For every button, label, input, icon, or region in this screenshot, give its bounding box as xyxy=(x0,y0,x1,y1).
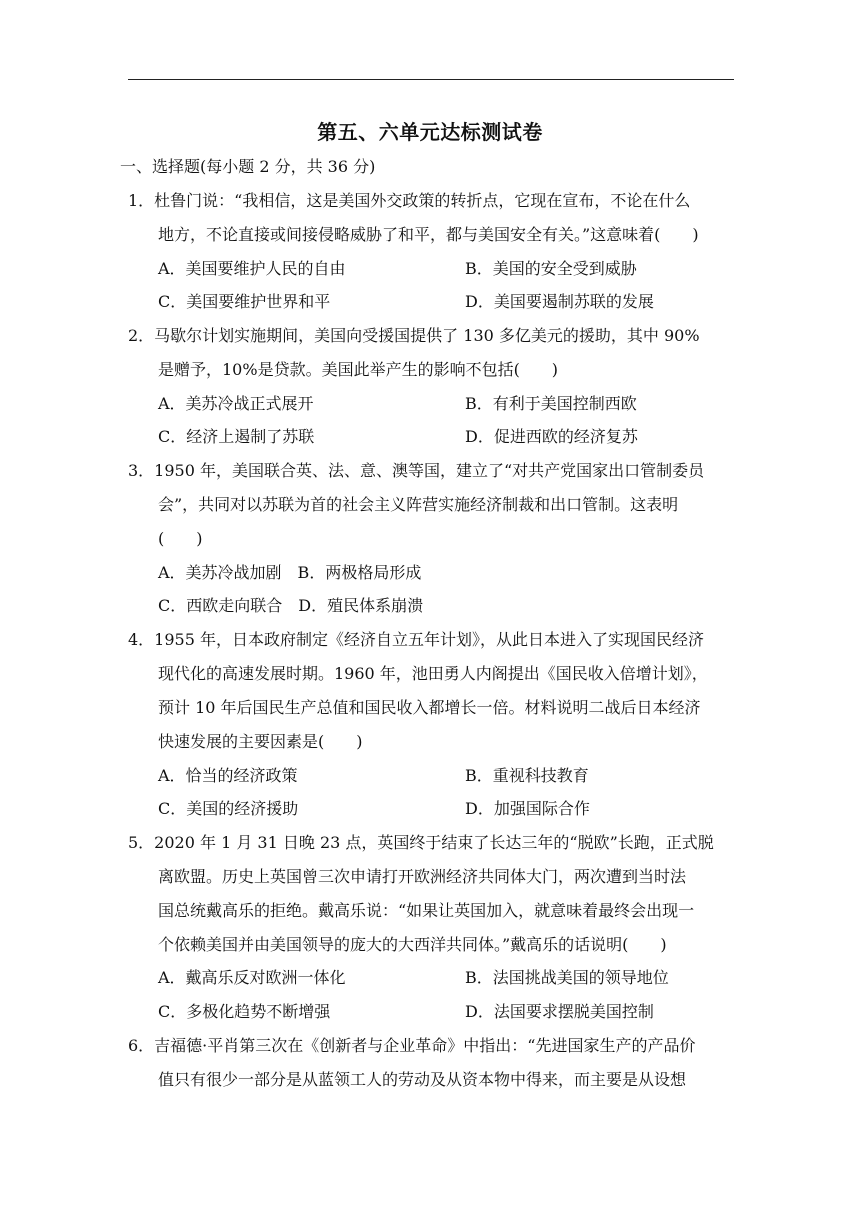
question-1-option-a: A．美国要维护人民的自由 xyxy=(158,259,346,278)
header-rule xyxy=(128,79,734,80)
question-3-line-1: 3．1950 年，美国联合英、法、意、澳等国，建立了“对共产党国家出口管制委员 xyxy=(128,461,705,480)
question-6-line-2: 值只有很少一部分是从蓝领工人的劳动及从资本物中得来，而主要是从设想 xyxy=(158,1070,687,1089)
question-3-options-row-2: C．西欧走向联合 D．殖民体系崩溃 xyxy=(158,596,424,615)
question-4-line-1: 4．1955 年，日本政府制定《经济自立五年计划》，从此日本进入了实现国民经济 xyxy=(128,630,704,649)
question-1-option-d: D．美国要遏制苏联的发展 xyxy=(465,292,654,311)
question-4-line-2: 现代化的高速发展时期。1960 年，池田勇人内阁提出《国民收入倍增计划》， xyxy=(158,664,708,683)
question-2-option-b: B．有利于美国控制西欧 xyxy=(465,394,637,413)
section-heading: 一、选择题(每小题 2 分，共 36 分) xyxy=(120,157,376,176)
question-1-line-1: 1．杜鲁门说：“我相信，这是美国外交政策的转折点，它现在宣布，不论在什么 xyxy=(128,191,691,210)
question-4-line-4: 快速发展的主要因素是( ) xyxy=(158,732,363,751)
question-5-option-d: D．法国要求摆脱美国控制 xyxy=(465,1002,654,1021)
question-4-option-c: C．美国的经济援助 xyxy=(158,799,299,818)
question-3-line-2: 会”，共同对以苏联为首的社会主义阵营实施经济制裁和出口管制。这表明 xyxy=(158,495,679,514)
question-5-line-1: 5．2020 年 1 月 31 日晚 23 点，英国终于结束了长达三年的“脱欧”长跑，正式脱 xyxy=(128,833,714,852)
question-4-option-b: B．重视科技教育 xyxy=(465,766,589,785)
question-5-option-b: B．法国挑战美国的领导地位 xyxy=(465,968,669,987)
question-2-option-d: D．促进西欧的经济复苏 xyxy=(465,427,638,446)
question-2-option-a: A．美苏冷战正式展开 xyxy=(158,394,314,413)
question-5-line-4: 个依赖美国并由美国领导的庞大的大西洋共同体。”戴高乐的话说明( ) xyxy=(158,935,667,954)
question-4-option-a: A．恰当的经济政策 xyxy=(158,766,298,785)
question-5-option-c: C．多极化趋势不断增强 xyxy=(158,1002,331,1021)
question-6-line-1: 6．吉福德·平肖第三次在《创新者与企业革命》中指出：“先进国家生产的产品价 xyxy=(128,1036,696,1055)
question-1-option-c: C．美国要维护世界和平 xyxy=(158,292,331,311)
question-2-line-2: 是赠予，10%是贷款。美国此举产生的影响不包括( ) xyxy=(158,360,559,379)
question-1-option-b: B．美国的安全受到威胁 xyxy=(465,259,637,278)
page-title: 第五、六单元达标测试卷 xyxy=(317,120,543,144)
question-3-line-3: ( ) xyxy=(158,529,203,548)
question-2-option-c: C．经济上遏制了苏联 xyxy=(158,427,315,446)
question-3-options-row-1: A．美苏冷战加剧 B．两极格局形成 xyxy=(158,563,422,582)
question-4-option-d: D．加强国际合作 xyxy=(465,799,590,818)
question-2-line-1: 2．马歇尔计划实施期间，美国向受援国提供了 130 多亿美元的援助，其中 90% xyxy=(128,326,700,345)
question-4-line-3: 预计 10 年后国民生产总值和国民收入都增长一倍。材料说明二战后日本经济 xyxy=(158,698,701,717)
question-5-option-a: A．戴高乐反对欧洲一体化 xyxy=(158,968,346,987)
question-5-line-2: 离欧盟。历史上英国曾三次申请打开欧洲经济共同体大门，两次遭到当时法 xyxy=(158,867,687,886)
question-1-line-2: 地方，不论直接或间接侵略威胁了和平，都与美国安全有关。”这意味着( ) xyxy=(158,225,699,244)
question-5-line-3: 国总统戴高乐的拒绝。戴高乐说：“如果让英国加入，就意味着最终会出现一 xyxy=(158,901,695,920)
